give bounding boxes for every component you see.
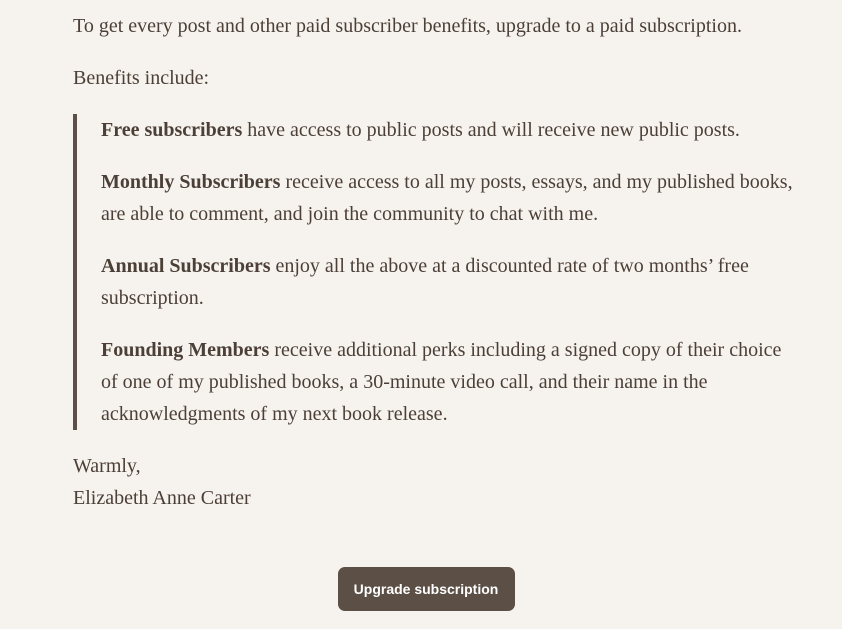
cta-row xyxy=(0,567,842,611)
benefits-heading: Benefits include: xyxy=(73,67,210,89)
benefit-item-free xyxy=(101,114,803,146)
benefit-title-founding: Founding Members xyxy=(101,339,270,361)
benefit-text-monthly: receive access to all my posts, essays, and my published books, are able to comment, and join the community to chat with me. xyxy=(101,171,793,225)
author-name: Elizabeth Anne Carter xyxy=(73,487,251,509)
upgrade-subscription-button[interactable]: Upgrade subscription xyxy=(338,567,515,611)
benefit-text-annual: enjoy all the above at a discounted rate of two months’ free subscription. xyxy=(101,255,749,309)
benefit-title-annual: Annual Subscribers xyxy=(101,255,271,277)
benefit-title-free: Free subscribers xyxy=(101,119,243,141)
benefit-text-free: have access to public posts and will receive new public posts. xyxy=(242,119,740,141)
intro-paragraph: To get every post and other paid subscriber benefits, upgrade to a paid subscription. xyxy=(73,15,742,37)
benefits-blockquote xyxy=(73,114,803,430)
post-footer-content xyxy=(73,10,803,514)
benefit-item-monthly xyxy=(101,166,803,230)
benefit-title-monthly: Monthly Subscribers xyxy=(101,171,281,193)
benefit-item-founding xyxy=(101,334,803,430)
benefit-text-founding: receive additional perks including a signed copy of their choice of one of my published books, a 30-minute video call, and their name in the acknowledgments of my next book release. xyxy=(101,339,782,425)
signoff-greeting: Warmly, xyxy=(73,455,141,477)
benefit-item-annual xyxy=(101,250,803,314)
